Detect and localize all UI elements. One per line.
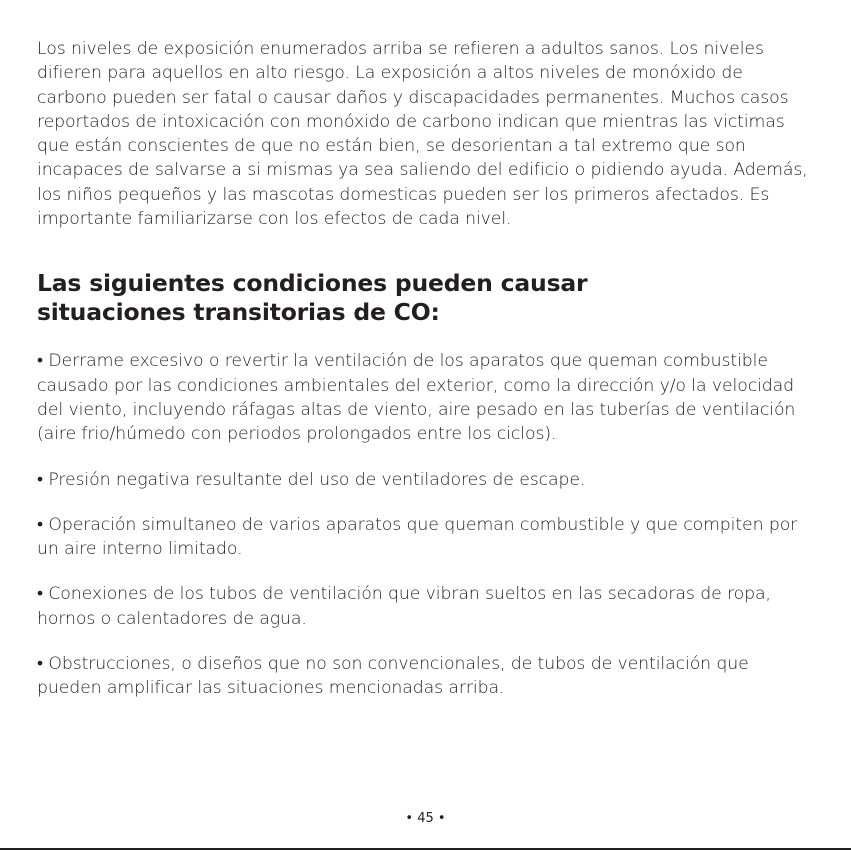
page-number: • 45 •	[405, 811, 446, 826]
list-item: • Derrame excesivo o revertir la ventilación de los aparatos que queman combustible causado por las condiciones ambientales del exterior, como la dirección y/o la velocidad del viento, incluyendo ráfagas altas de viento, aire pesado en las tuberías de ventilación (aire frio/húmedo con periodos prolongados entre los ciclos).	[37, 351, 796, 445]
conditions-list	[37, 349, 817, 700]
list-item: • Presión negativa resultante del uso de ventiladores de escape.	[37, 469, 586, 490]
intro-paragraph: Los niveles de exposición enumerados arriba se refieren a adultos sanos. Los niveles difieren para aquellos en alto riesgo. La exposición a altos niveles de monóxido de carbono pueden ser fatal o causar daños y discapacidades permanentes. Muchos casos reportados de intoxicación con monóxido de carbono indican que mientras las victimas que están conscientes de que no están bien, se desorientan a tal extremo que son incapaces de salvarse a si mismas ya sea saliendo del edificio o pidiendo ayuda. Además, los niños pequeños y las mascotas domesticas pueden ser los primeros afectados. Es importante familiarizarse con los efectos de cada nivel.	[37, 39, 808, 230]
list-item: • Obstrucciones, o diseños que no son convencionales, de tubos de ventilación que pueden amplificar las situaciones mencionadas arriba.	[37, 654, 749, 699]
section-heading: Las siguientes condiciones pueden causar situaciones transitorias de CO:	[37, 269, 588, 327]
bottom-divider	[0, 848, 851, 850]
page-content	[37, 37, 817, 722]
list-item: • Operación simultaneo de varios aparatos que queman combustible y que compiten por un aire interno limitado.	[37, 514, 798, 560]
list-item: • Conexiones de los tubos de ventilación que vibran sueltos en las secadoras de ropa, hornos o calentadores de agua.	[37, 584, 771, 629]
